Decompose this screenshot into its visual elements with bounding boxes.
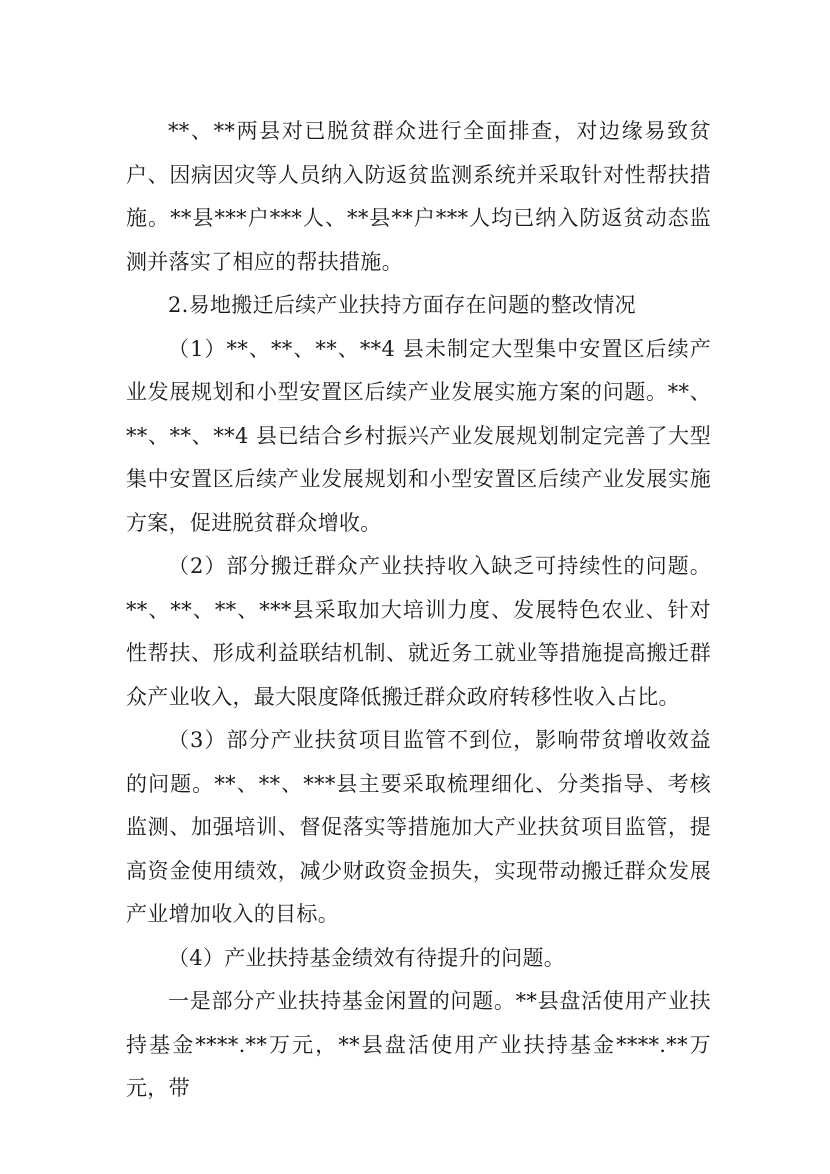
paragraph-item-4: （4）产业扶持基金绩效有待提升的问题。 [168,945,566,970]
document-body [126,110,711,1111]
paragraph-item-3: （3）部分产业扶贫项目监管不到位，影响带贫增收效益的问题。**、**、***县主要采取梳理细化、分类指导、考核监测、加强培训、督促落实等措施加大产业扶贫项目监管，提高资金使用绩效，减少财政资金损失，实现带动搬迁群众发展产业增加收入的目标。 [126,728,711,926]
paragraph-item-1: （1）**、**、**、**4 县未制定大型集中安置区后续产业发展规划和小型安置区后续产业发展实施方案的问题。**、**、**、**4 县已结合乡村振兴产业发展规划制定完善了大型集中安置区后续产业发展规划和小型安置区后续产业发展实施方案，促进脱贫群众增收。 [126,336,711,535]
paragraph-idle-fund: 一是部分产业扶持基金闲置的问题。**县盘活使用产业扶持基金****.**万元，**县盘活使用产业扶持基金****.**万元，带 [126,989,711,1100]
paragraph-item-2: （2）部分搬迁群众产业扶持收入缺乏可持续性的问题。**、**、**、***县采取加大培训力度、发展特色农业、针对性帮扶、形成利益联结机制、就近务工就业等措施提高搬迁群众产业收入，最大限度降低搬迁群众政府转移性收入占比。 [126,554,711,709]
section-heading-relocation: 2.易地搬迁后续产业扶持方面存在问题的整改情况 [168,293,636,317]
paragraph-monitoring: **、**两县对已脱贫群众进行全面排查，对边缘易致贫户、因病因灾等人员纳入防返贫监测系统并采取针对性帮扶措施。**县***户***人、**县**户***人均已纳入防返贫动态监测并落实了相应的帮扶措施。 [126,119,711,274]
